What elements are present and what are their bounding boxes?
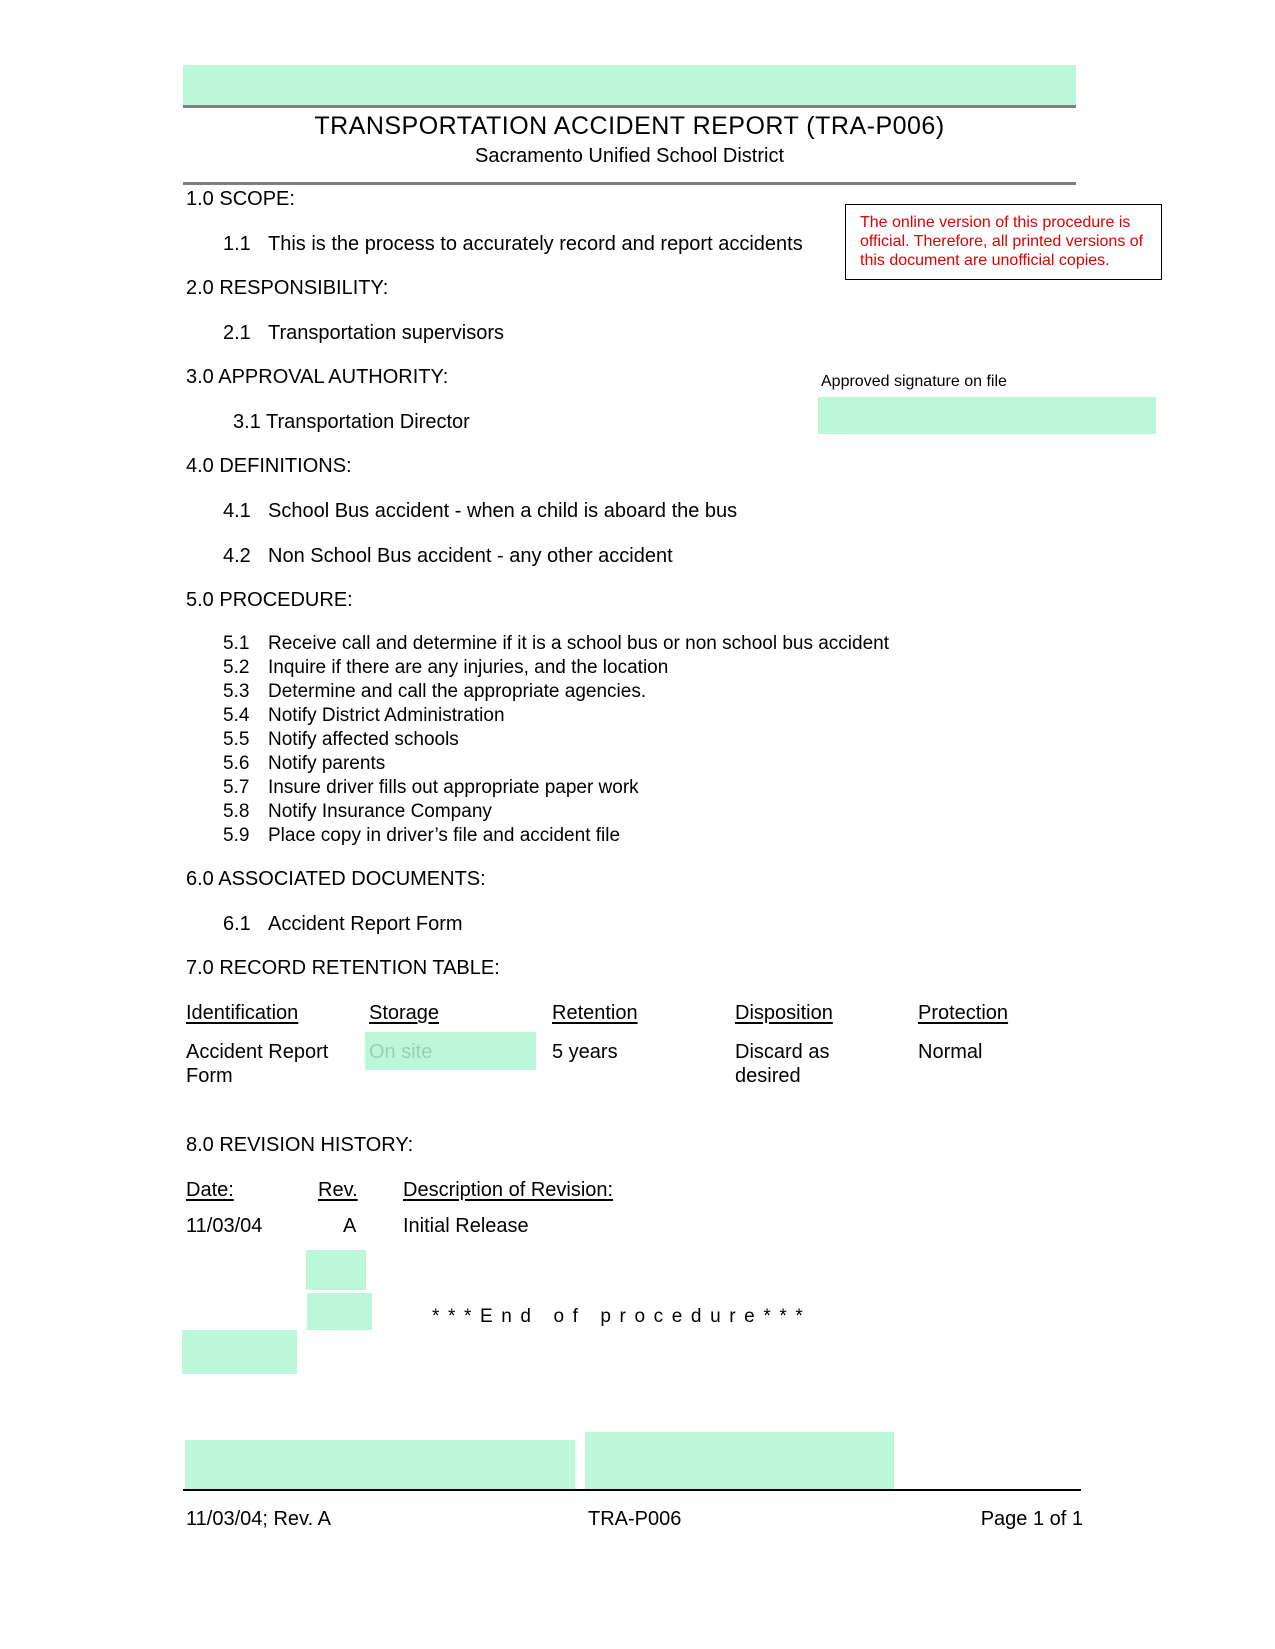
footer-date-rev: 11/03/04; Rev. A [186, 1508, 331, 1530]
online-version-notice: The online version of this procedure is official. Therefore, all printed versions of this document are unofficial copies. [845, 204, 1162, 280]
column-header-disposition: Disposition [735, 1002, 833, 1024]
section-heading-definitions: 4.0 DEFINITIONS: [186, 455, 352, 477]
retention-identification: Accident Report Form [186, 1041, 329, 1087]
header-field[interactable] [183, 65, 1076, 105]
column-header-identification: Identification [186, 1002, 299, 1024]
item-number: 5.2 [223, 657, 250, 678]
item-text: Notify Insurance Company [268, 801, 492, 822]
signature-field[interactable] [818, 397, 1156, 434]
item-number: 5.6 [223, 753, 250, 774]
item-number: 1.1 [223, 233, 251, 255]
procedure-item [223, 680, 889, 704]
item-number: 4.1 [223, 500, 251, 522]
item-text: Transportation supervisors [268, 322, 505, 344]
page-title: TRANSPORTATION ACCIDENT REPORT (TRA-P006) [314, 112, 945, 140]
section-heading-documents: 6.0 ASSOCIATED DOCUMENTS: [186, 868, 486, 890]
responsibility-item [223, 322, 504, 345]
header-bottom-rule [183, 182, 1076, 185]
column-header-rev: Rev. [318, 1179, 358, 1201]
revision-rev: A [343, 1215, 357, 1237]
column-header-description: Description of Revision: [403, 1179, 614, 1201]
procedure-item [223, 632, 889, 656]
item-number: 5.7 [223, 777, 250, 798]
item-number: 6.1 [223, 913, 251, 935]
item-text: Accident Report Form [268, 913, 463, 935]
definition-item [223, 500, 737, 523]
storage-value: On site [369, 1041, 433, 1063]
item-text: This is the process to accurately record and report accidents [268, 233, 803, 255]
retention-protection: Normal [918, 1041, 983, 1063]
item-text: Inquire if there are any injuries, and the location [268, 657, 669, 678]
revision-description: Initial Release [403, 1215, 529, 1237]
procedure-item [223, 704, 889, 728]
item-number: 5.4 [223, 705, 250, 726]
procedure-item [223, 824, 889, 848]
definition-item [223, 545, 673, 568]
document-item [223, 913, 463, 936]
section-heading-responsibility: 2.0 RESPONSIBILITY: [186, 277, 389, 299]
section-heading-retention: 7.0 RECORD RETENTION TABLE: [186, 957, 500, 979]
footer-page-number: Page 1 of 1 [980, 1508, 1083, 1530]
item-number: 5.1 [223, 633, 250, 654]
item-number: 5.9 [223, 825, 250, 846]
column-header-storage: Storage [369, 1002, 440, 1024]
end-of-procedure: ***End of procedure*** [432, 1306, 812, 1327]
item-text: Insure driver fills out appropriate paper work [268, 777, 639, 798]
item-text: Notify parents [268, 753, 386, 774]
revision-date: 11/03/04 [186, 1215, 263, 1237]
retention-period: 5 years [552, 1041, 618, 1063]
item-text: Notify District Administration [268, 705, 505, 726]
section-heading-approval: 3.0 APPROVAL AUTHORITY: [186, 366, 449, 388]
item-text: Notify affected schools [268, 729, 459, 750]
procedure-item [223, 800, 889, 824]
section-heading-scope: 1.0 SCOPE: [186, 188, 295, 210]
item-text: Receive call and determine if it is a school bus or non school bus accident [268, 633, 890, 654]
form-field[interactable] [307, 1293, 372, 1330]
item-number: 5.8 [223, 801, 250, 822]
scope-item [223, 233, 803, 256]
item-number: 5.3 [223, 681, 250, 702]
procedure-list [223, 632, 889, 848]
footer-field[interactable] [185, 1440, 575, 1489]
section-heading-revision: 8.0 REVISION HISTORY: [186, 1134, 414, 1156]
header-top-rule [183, 105, 1076, 108]
item-text: Place copy in driver’s file and accident file [268, 825, 621, 846]
item-text: School Bus accident - when a child is aboard the bus [268, 500, 738, 522]
item-text: Non School Bus accident - any other accident [268, 545, 673, 567]
column-header-date: Date: [186, 1179, 234, 1201]
item-text: Determine and call the appropriate agencies. [268, 681, 647, 702]
approved-signature-note: Approved signature on file [821, 373, 1007, 390]
storage-field[interactable] [365, 1032, 536, 1070]
approval-item: 3.1 Transportation Director [233, 411, 470, 433]
procedure-item [223, 728, 889, 752]
procedure-item [223, 656, 889, 680]
item-number: 4.2 [223, 545, 251, 567]
section-heading-procedure: 5.0 PROCEDURE: [186, 589, 353, 611]
column-header-retention: Retention [552, 1002, 638, 1024]
retention-disposition: Discard as desired [735, 1041, 830, 1087]
footer-field[interactable] [585, 1432, 894, 1489]
column-header-protection: Protection [918, 1002, 1009, 1024]
procedure-item [223, 752, 889, 776]
footer-rule [183, 1489, 1081, 1491]
form-field[interactable] [306, 1250, 366, 1290]
procedure-item [223, 776, 889, 800]
page-subtitle: Sacramento Unified School District [474, 145, 784, 167]
footer-doc-id: TRA-P006 [588, 1508, 682, 1530]
form-field[interactable] [182, 1330, 297, 1374]
item-number: 5.5 [223, 729, 250, 750]
item-number: 2.1 [223, 322, 251, 344]
